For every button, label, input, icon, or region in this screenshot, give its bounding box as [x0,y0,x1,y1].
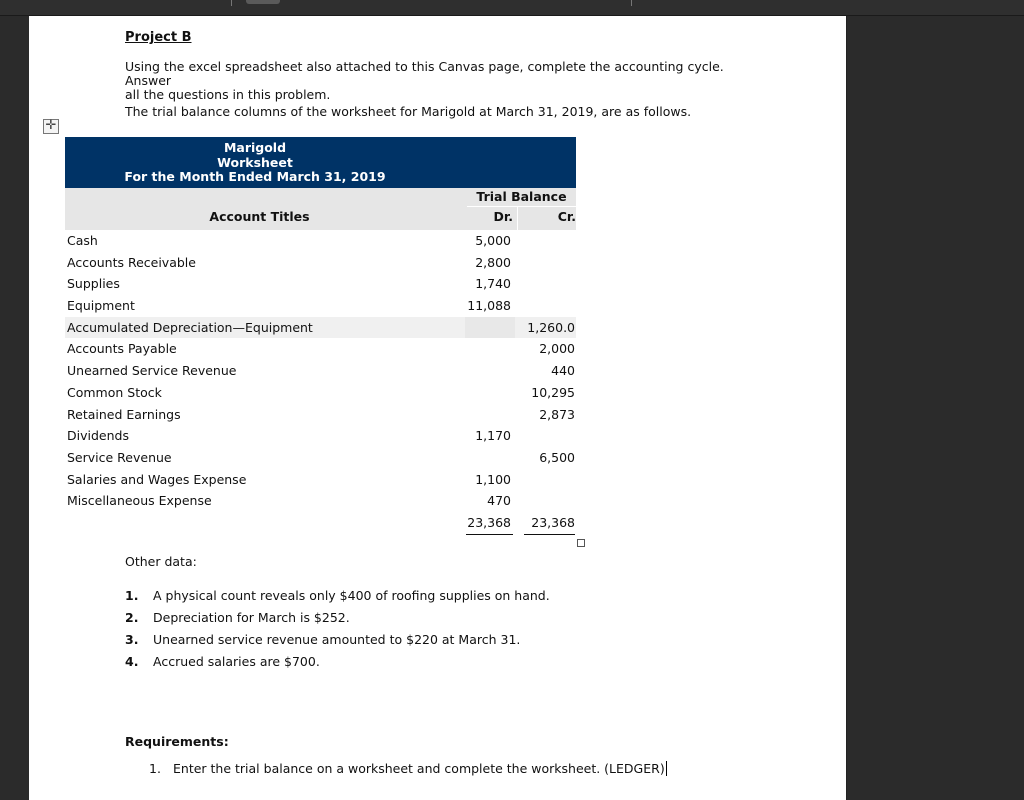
company-name: Marigold [223,140,287,155]
table-row [65,360,576,382]
account-name: Accounts Receivable [67,254,196,270]
requirements-heading: Requirements: [125,734,229,749]
list-text: A physical count reveals only $400 of roofing supplies on hand. [153,588,550,603]
list-number: 2. [125,610,139,625]
list-number: 3. [125,632,139,647]
account-name: Cash [67,233,98,248]
requirement-number: 1. [149,761,161,776]
worksheet-period: For the Month Ended March 31, 2019 [124,169,386,184]
debit-cell-highlight [465,317,515,339]
trial-balance-rows [65,230,576,512]
requirement-item[interactable] [149,761,667,776]
table-row [65,425,576,447]
total-debit: 23,368 [467,515,511,530]
table-row [65,338,576,360]
debit-value: 1,740 [475,276,511,292]
table-row [65,447,576,469]
list-text: Depreciation for March is $252. [153,610,350,625]
debit-header: Dr. [493,209,513,224]
account-name: Accounts Payable [67,341,177,357]
table-row [65,490,576,512]
account-name: Service Revenue [67,449,172,465]
worksheet-title: Worksheet [217,155,293,170]
account-name: Accumulated Depreciation—Equipment [67,319,313,335]
list-text: Unearned service revenue amounted to $220 at March 31. [153,632,521,647]
toolbar-divider [231,0,232,6]
top-toolbar [0,0,1024,16]
table-row [65,404,576,426]
account-name: Retained Earnings [67,406,181,422]
credit-value: 10,295 [531,384,575,400]
credit-value: 440 [551,363,575,379]
debit-value: 2,800 [475,254,511,270]
account-name: Dividends [67,428,129,444]
account-name: Supplies [67,276,120,292]
credit-value: 1,260.0 [527,319,575,335]
table-row [65,382,576,404]
account-name: Miscellaneous Expense [67,493,212,509]
document-page [29,16,846,800]
table-row [65,469,576,491]
list-text: Accrued salaries are $700. [153,654,320,669]
table-resize-handle[interactable] [577,539,585,547]
account-name: Common Stock [67,384,162,400]
total-credit-underline [524,534,575,535]
table-row [65,252,576,274]
trial-balance-header [65,188,576,230]
text-cursor [666,761,667,776]
list-number: 4. [125,654,139,669]
table-move-icon[interactable]: ✛ [43,119,59,134]
list-number: 1. [125,588,139,603]
credit-value: 6,500 [539,449,575,465]
table-row [65,230,576,252]
list-item [125,610,725,632]
totals-row [65,512,576,540]
table-row [65,295,576,317]
credit-header: Cr. [557,209,576,224]
debit-value: 470 [487,493,511,509]
total-credit: 23,368 [531,515,575,530]
intro-paragraph [125,60,765,102]
credit-value: 2,000 [539,341,575,357]
left-gutter [0,16,29,800]
debit-value: 5,000 [475,233,511,248]
right-gutter [846,16,1024,800]
intro-line: all the questions in this problem. [125,87,331,102]
total-debit-underline [466,534,513,535]
worksheet-header [65,137,576,188]
trial-balance-label: Trial Balance [467,188,576,207]
table-row [65,273,576,295]
column-separator [517,207,518,230]
other-data-list [125,588,725,676]
project-title: Project B [125,30,192,45]
account-name: Unearned Service Revenue [67,363,237,379]
toolbar-divider [631,0,632,6]
account-name: Equipment [67,298,135,314]
intro-line: Using the excel spreadsheet also attached to this Canvas page, complete the accounting cycle. Answer [125,59,724,88]
debit-value: 1,170 [475,428,511,444]
toolbar-tab[interactable] [246,0,280,4]
list-item [125,654,725,676]
list-item [125,632,725,654]
other-data-label: Other data: [125,554,197,569]
account-titles-header: Account Titles [209,209,310,224]
debit-value: 11,088 [467,298,511,314]
table-row [65,317,576,339]
list-item [125,588,725,610]
credit-value: 2,873 [539,406,575,422]
account-name: Salaries and Wages Expense [67,471,247,487]
intro-sentence: The trial balance columns of the worksheet for Marigold at March 31, 2019, are as follows. [125,104,692,119]
requirement-text: Enter the trial balance on a worksheet and complete the worksheet. (LEDGER) [173,761,665,776]
debit-value: 1,100 [475,471,511,487]
